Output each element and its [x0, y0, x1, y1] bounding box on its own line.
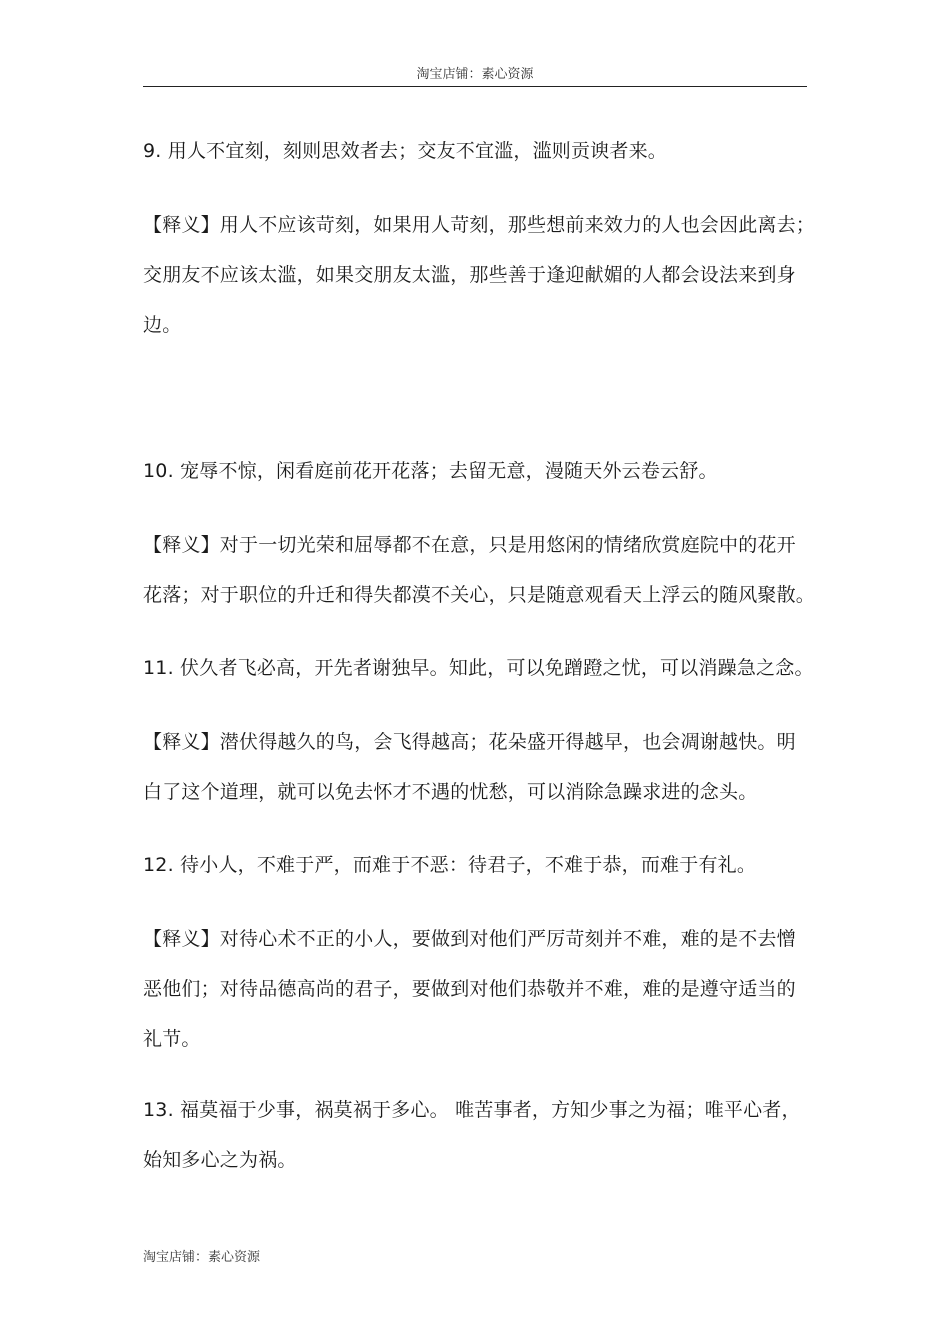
quote-line: 12. 待小人，不难于严，而难于不恶：待君子，不难于恭，而难于有礼。 [143, 854, 757, 876]
entry-11-quote [143, 643, 815, 693]
page-header [143, 64, 807, 87]
entry-9-quote [143, 126, 815, 176]
entry-10-quote [143, 446, 815, 496]
quote-line: 10. 宠辱不惊，闲看庭前花开花落；去留无意，漫随天外云卷云舒。 [143, 460, 718, 482]
page-footer [143, 1248, 260, 1268]
entry-10-explanation [143, 520, 815, 620]
explanation-line: 礼节。 [143, 1028, 201, 1050]
explanation-line: 【释义】潜伏得越久的鸟，会飞得越高；花朵盛开得越早，也会凋谢越快。明 [143, 731, 796, 753]
explanation-line: 交朋友不应该太滥，如果交朋友太滥，那些善于逢迎献媚的人都会设法来到身 [143, 264, 796, 286]
entry-11-explanation [143, 717, 815, 817]
explanation-line: 【释义】对待心术不正的小人，要做到对他们严厉苛刻并不难，难的是不去憎 [143, 928, 796, 950]
entry-12-explanation [143, 914, 815, 1064]
quote-line: 9. 用人不宜刻，刻则思效者去；交友不宜滥，滥则贡谀者来。 [143, 140, 667, 162]
quote-line: 13. 福莫福于少事，祸莫祸于多心。 唯苦事者，方知少事之为福；唯平心者， [143, 1099, 801, 1121]
explanation-line: 边。 [143, 314, 182, 336]
explanation-line: 【释义】对于一切光荣和屈辱都不在意，只是用悠闲的情绪欣赏庭院中的花开 [143, 534, 796, 556]
explanation-line: 恶他们；对待品德高尚的君子，要做到对他们恭敬并不难，难的是遵守适当的 [143, 978, 796, 1000]
entry-9-explanation [143, 200, 815, 350]
header-text: 淘宝店铺：素心资源 [416, 67, 534, 82]
entry-13-quote [143, 1085, 815, 1185]
quote-line: 始知多心之为祸。 [143, 1149, 297, 1171]
explanation-line: 白了这个道理，就可以免去怀才不遇的忧愁，可以消除急躁求进的念头。 [143, 781, 758, 803]
explanation-line: 花落；对于职位的升迁和得失都漠不关心，只是随意观看天上浮云的随风聚散。 [143, 584, 816, 606]
footer-text: 淘宝店铺：素心资源 [143, 1250, 261, 1265]
quote-line: 11. 伏久者飞必高，开先者谢独早。知此，可以免蹭蹬之忧，可以消躁急之念。 [143, 657, 814, 679]
entry-12-quote [143, 840, 815, 890]
explanation-line: 【释义】用人不应该苛刻，如果用人苛刻，那些想前来效力的人也会因此离去； [143, 214, 816, 236]
